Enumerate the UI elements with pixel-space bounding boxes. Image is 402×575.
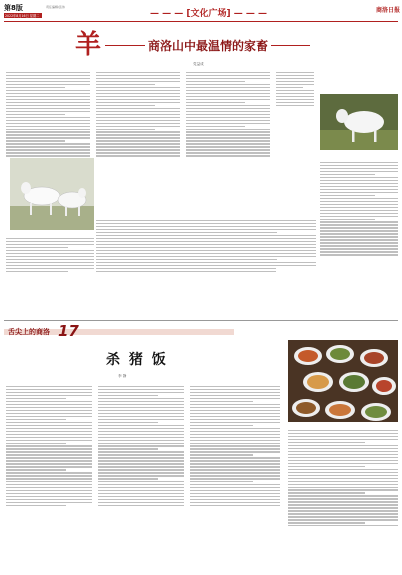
food-photo	[288, 340, 398, 422]
goat-photo-left	[10, 158, 94, 230]
article2-col-4	[288, 428, 398, 570]
feature-col-3	[186, 70, 270, 210]
article2-byline: 李 静	[118, 374, 127, 378]
serial-banner	[4, 324, 234, 342]
date-line: 2022年8月16日 星期二	[5, 14, 40, 18]
feature-byline: 党益成	[193, 62, 204, 66]
feature-col-2	[96, 70, 180, 210]
serial-number: 17	[58, 322, 79, 340]
article2-headline: 杀 猪 饭	[106, 352, 168, 368]
feature-col-7	[186, 218, 316, 316]
goat-illustration-left	[10, 158, 94, 230]
header-rule	[4, 21, 398, 22]
page-header	[0, 0, 402, 26]
section-divider	[4, 320, 398, 321]
article2-col-3	[190, 384, 280, 570]
feature-col-8	[6, 236, 94, 316]
feature-headline: 商洛山中最温情的家畜	[145, 37, 271, 54]
article2-col-1	[6, 384, 92, 570]
feature-title-band	[75, 30, 315, 60]
section-title-text: 文化广场	[190, 9, 227, 19]
article2-col-2	[98, 384, 184, 570]
editor-meta: 责任编辑/张伟	[46, 5, 66, 9]
goat-photo-right	[320, 94, 398, 150]
food-illustration	[288, 340, 398, 422]
feature-big-char: 羊	[75, 30, 102, 60]
feature-col-5	[320, 160, 398, 310]
page-number: 第8版	[4, 4, 23, 12]
section-title: — — — [文化广场] — — —	[150, 9, 268, 19]
feature-col-4	[276, 70, 314, 210]
masthead-right: 商洛日报	[376, 7, 401, 14]
goat-illustration-right	[320, 94, 398, 150]
serial-label: 舌尖上的商洛	[8, 328, 50, 336]
